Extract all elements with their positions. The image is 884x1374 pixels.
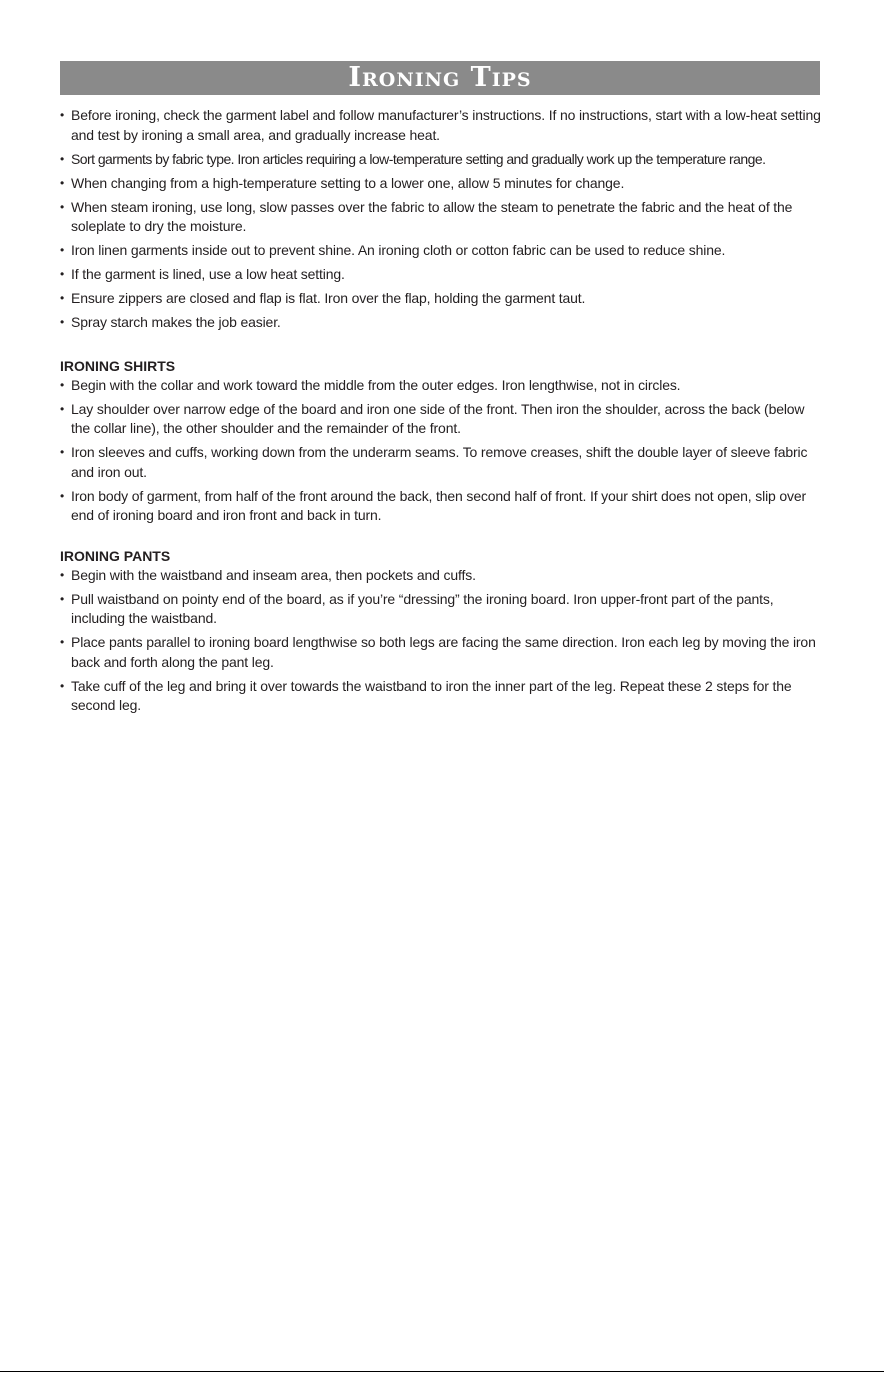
general-tips-list — [60, 106, 824, 333]
pants-tip-item: • Place pants parallel to ironing board lengthwise so both legs are facing the same direction. Iron each leg by moving the iron back and forth along the pant leg. — [60, 633, 824, 672]
shirt-tip-item: • Iron sleeves and cuffs, working down from the underarm seams. To remove creases, shift the double layer of sleeve fabric and iron out. — [60, 443, 824, 482]
tip-item: • If the garment is lined, use a low heat setting. — [60, 265, 824, 285]
shirt-tip-item: • Begin with the collar and work toward the middle from the outer edges. Iron lengthwise, not in circles. — [60, 376, 824, 396]
title-banner — [60, 61, 820, 95]
bottom-rule — [0, 1371, 884, 1372]
content — [60, 106, 824, 720]
shirt-tip-item: • Lay shoulder over narrow edge of the board and iron one side of the front. Then iron the shoulder, across the back (below the collar line), the other shoulder and the remainder of the front. — [60, 400, 824, 439]
tip-item: • When changing from a high-temperature setting to a lower one, allow 5 minutes for change. — [60, 174, 824, 194]
tip-item: • Spray starch makes the job easier. — [60, 313, 824, 333]
tip-item: • When steam ironing, use long, slow passes over the fabric to allow the steam to penetrate the fabric and the heat of the soleplate to dry the moisture. — [60, 198, 824, 237]
pants-tip-item: • Take cuff of the leg and bring it over towards the waistband to iron the inner part of the leg. Repeat these 2 steps for the second leg. — [60, 677, 824, 716]
pants-tip-item: • Begin with the waistband and inseam area, then pockets and cuffs. — [60, 566, 824, 586]
shirts-heading: IRONING SHIRTS — [60, 357, 176, 374]
tip-item: • Iron linen garments inside out to prevent shine. An ironing cloth or cotton fabric can be used to reduce shine. — [60, 241, 824, 261]
pants-heading: IRONING PANTS — [60, 547, 171, 564]
pants-list — [60, 566, 824, 716]
shirts-list — [60, 376, 824, 526]
shirt-tip-item: • Iron body of garment, from half of the front around the back, then second half of front. If your shirt does not open, slip over end of ironing board and iron front and back in turn. — [60, 487, 824, 526]
tip-item: • Ensure zippers are closed and flap is flat. Iron over the flap, holding the garment taut. — [60, 289, 824, 309]
page-title: Ironing Tips — [348, 62, 532, 93]
tip-item: • Sort garments by fabric type. Iron articles requiring a low-temperature setting and gradually work up the temperature range. — [60, 150, 824, 170]
pants-tip-item: • Pull waistband on pointy end of the board, as if you’re “dressing” the ironing board. Iron upper-front part of the pants, including the waistband. — [60, 590, 824, 629]
tip-item: • Before ironing, check the garment label and follow manufacturer’s instructions. If no instructions, start with a low-heat setting and test by ironing a small area, and gradually increase heat. — [60, 106, 824, 145]
